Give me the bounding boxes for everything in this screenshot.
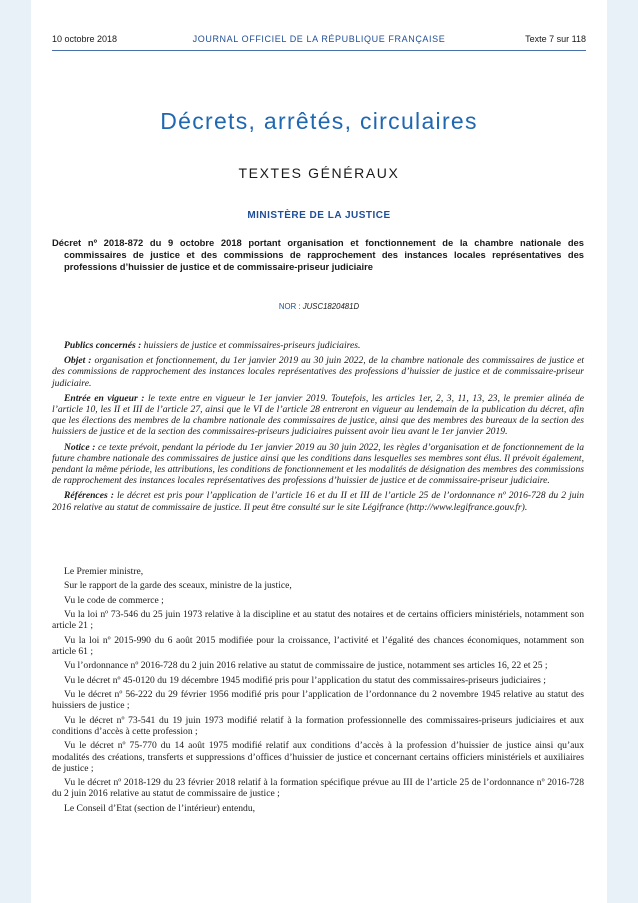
preamble-line: Le Premier ministre,: [64, 566, 144, 577]
decree-title: Décret nº 2018-872 du 9 octobre 2018 portant organisation et fonctionnement de la chambre nationale des commissaires de justice et des commissions de rapprochement des instances locales représentatives des professions d’huissier de justice et de commissaire-priseur judiciaire: [52, 237, 584, 272]
summary-paragraph: [52, 490, 584, 512]
preamble-line: Vu la loi nº 73-546 du 25 juin 1973 relative à la discipline et au statut des notaires et de certains officiers ministériels, notamment son article 21 ;: [52, 609, 584, 632]
preamble-line: Sur le rapport de la garde des sceaux, ministre de la justice,: [64, 580, 292, 592]
nor-code: JUSC1820481D: [302, 302, 360, 311]
summary-paragraph: [52, 393, 584, 438]
summary-label: Objet :: [64, 355, 92, 367]
summary-label: Publics concernés :: [64, 340, 142, 351]
summary-label: Notice :: [64, 441, 96, 453]
header-divider: [52, 50, 586, 51]
summary-text: le décret est pris pour l’application de l’article 16 et du II et III de l’article 25 de l’ordonnance nº 2016-728 du 2 juin 2016 relative au statut de commissaire de justice. Il peut être consulté sur le site Légifrance (http://www.legifrance.gouv.fr).: [52, 490, 585, 513]
right-margin-band: [607, 0, 638, 903]
preamble-line: Vu le décret nº 73-541 du 19 juin 1973 modifié relatif à la formation professionnelle des commissaires-priseurs judiciaires et aux conditions d’accès à cette profession ;: [52, 714, 584, 737]
preamble-line: Vu le décret nº 2018-129 du 23 février 2018 relatif à la formation spécifique prévue au III de l’article 25 de l’ordonnance nº 2016-728 du 2 juin 2016 relative au statut de commissaire de justice ;: [52, 777, 584, 800]
preamble-line: Vu le décret nº 45-0120 du 19 décembre 1945 modifié pris pour l’application du statut des commissaires-priseurs judiciaires ;: [64, 674, 546, 686]
header-date: 10 octobre 2018: [52, 34, 118, 44]
nor-reference: [52, 302, 586, 311]
left-margin-band: [0, 0, 31, 903]
summary-text: huissiers de justice et commissaires-priseurs judiciaires.: [141, 340, 361, 351]
preamble-line: Vu le décret nº 75-770 du 14 août 1975 modifié relatif aux conditions d’accès à la profession d’huissier de justice ainsi qu’aux modalités des créations, transferts et suppressions d’offices d’huissier de justice et concernant certains officiers ministériels et auxiliaires de justice ;: [52, 740, 584, 774]
decree-preamble: [52, 566, 584, 817]
nor-label: NOR :: [278, 302, 303, 311]
summary-paragraph: [52, 442, 584, 487]
preamble-line: Vu l’ordonnance nº 2016-728 du 2 juin 2016 relative au statut de commissaire de justice, notamment ses articles 16, 22 et 25 ;: [64, 660, 548, 672]
decree-summary: [52, 340, 584, 517]
preamble-line: Vu le code de commerce ;: [64, 594, 164, 606]
section-title: Décrets, arrêtés, circulaires: [160, 108, 478, 134]
summary-paragraph: [52, 355, 584, 389]
page-header: [52, 34, 586, 50]
summary-label: Références :: [64, 490, 114, 502]
summary-paragraph: [52, 340, 584, 351]
sub-title: TEXTES GÉNÉRAUX: [238, 165, 400, 181]
summary-label: Entrée en vigueur :: [64, 392, 145, 404]
summary-text: ce texte prévoit, pendant la période du 1er janvier 2019 au 30 juin 2022, les règles d’organisation et de fonctionnement de la future chambre nationale des commissaires de justice ainsi que les conditions dans lesquelles ses membres sont élus. Il prévoit également, pendant la même période, les attributions, les conditions de fonctionnement et les modalités de désignation des membres des commissions de rapprochement des instances locales représentatives des professions d’huissier de justice et de commissaire-priseur judiciaire.: [52, 441, 584, 487]
summary-text: organisation et fonctionnement, du 1er janvier 2019 au 30 juin 2022, de la chambre nationale des commissaires de justice et des commissions de rapprochement des instances locales représentatives des professions d’huissier de justice et de commissaire-priseur judiciaire.: [52, 355, 584, 389]
ministry-name: MINISTÈRE DE LA JUSTICE: [247, 210, 391, 221]
preamble-line: Le Conseil d’Etat (section de l’intérieur) entendu,: [64, 802, 256, 814]
preamble-line: Vu le décret nº 56-222 du 29 février 1956 modifié pris pour l’application de l’ordonnance du 2 novembre 1945 relative au statut des huissiers de justice ;: [52, 689, 584, 712]
text-number: Texte 7 sur 118: [525, 34, 586, 44]
summary-text: le texte entre en vigueur le 1er janvier 2019. Toutefois, les articles 1er, 2, 3, 11, 13, 23, le premier alinéa de l’article 10, les II et III de l’article 27, ainsi que le VI de l’article 28 entreront en vigueur au lendemain de la publication du décret, afin que les élections des membres de la chambre nationale des commissaires de justice, ainsi que des membres des bureaux de la section des huissiers de justice et de la section des commissaires-priseurs judiciaires puissent avoir lieu avant le 1er janvier 2019.: [52, 392, 584, 438]
journal-title: JOURNAL OFFICIEL DE LA RÉPUBLIQUE FRANÇAISE: [192, 34, 446, 44]
preamble-line: Vu la loi nº 2015-990 du 6 août 2015 modifiée pour la croissance, l’activité et l’égalité des chances économiques, notamment son article 61 ;: [52, 634, 584, 657]
